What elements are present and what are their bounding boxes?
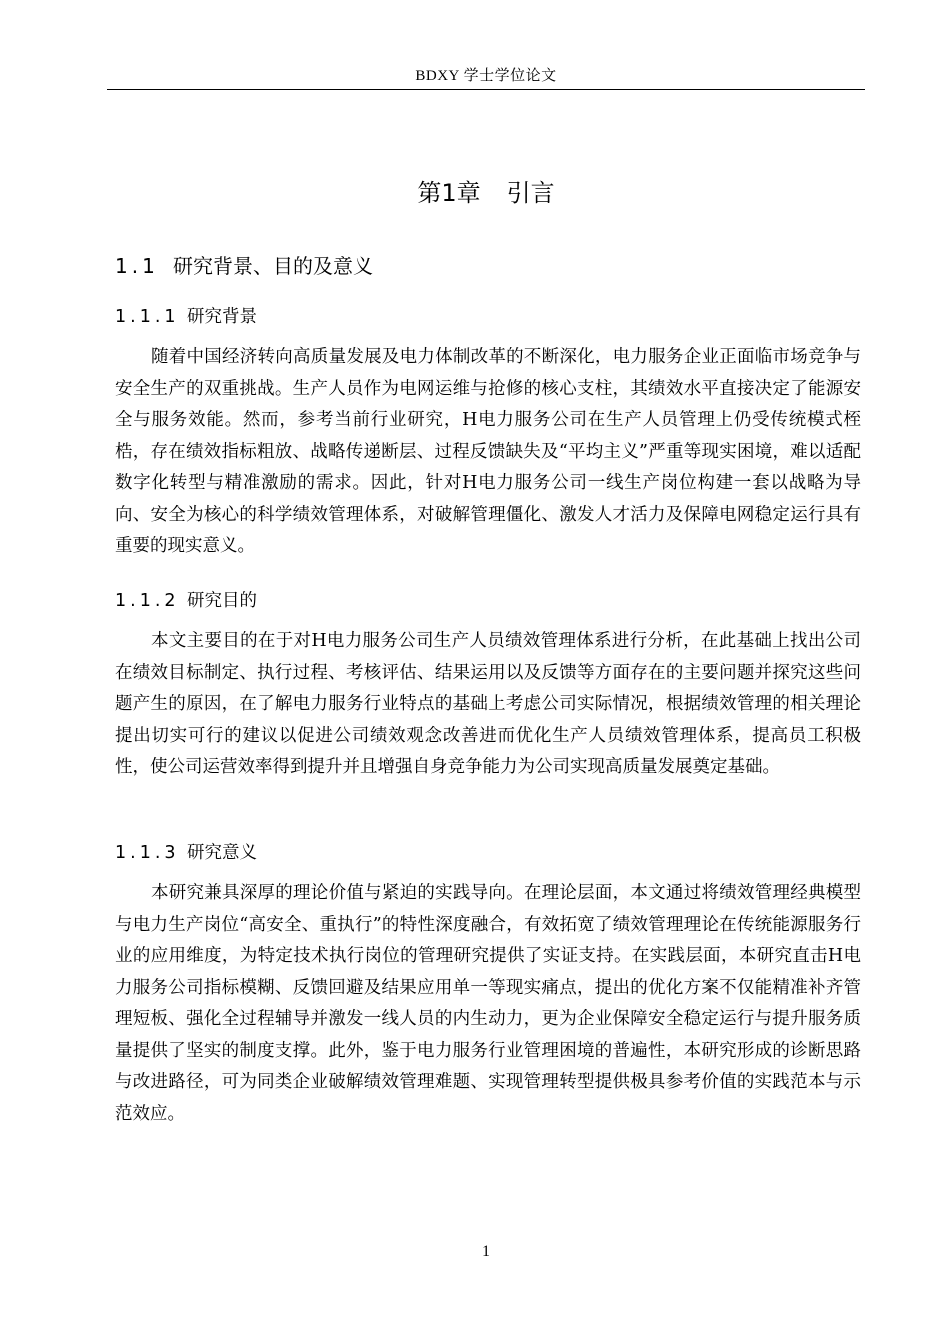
subsection-number: 1.1.2 [115,591,180,611]
section-heading-1-1 [115,251,373,281]
header-rule [107,89,865,90]
paragraph-purpose: 本文主要目的在于对H电力服务公司生产人员绩效管理体系进行分析，在此基础上找出公司在绩效目标制定、执行过程、考核评估、结果运用以及反馈等方面存在的主要问题并探究这些问题产生的原因，在了解电力服务行业特点的基础上考虑公司实际情况，根据绩效管理的相关理论提出切实可行的建议以促进公司绩效观念改善进而优化生产人员绩效管理体系，提高员工积极性，使公司运营效率得到提升并且增强自身竞争能力为公司实现高质量发展奠定基础。 [115,631,861,777]
subsection-title: 研究背景 [187,307,257,327]
section-number: 1.1 [115,254,159,278]
subsection-title: 研究意义 [187,843,257,863]
paragraph-significance: 本研究兼具深厚的理论价值与紧迫的实践导向。在理论层面，本文通过将绩效管理经典模型与电力生产岗位“高安全、重执行”的特性深度融合，有效拓宽了绩效管理理论在传统能源服务行业的应用维度，为特定技术执行岗位的管理研究提供了实证支持。在实践层面，本研究直击H电力服务公司指标模糊、反馈回避及结果应用单一等现实痛点，提出的优化方案不仅能精准补齐管理短板、强化全过程辅导并激发一线人员的内生动力，更为企业保障安全稳定运行与提升服务质量提供了坚实的制度支撑。此外，鉴于电力服务行业管理困境的普遍性，本研究形成的诊断思路与改进路径，可为同类企业破解绩效管理难题、实现管理转型提供极具参考价值的实践范本与示范效应。 [115,883,861,1124]
chapter-title [107,175,865,211]
chapter-title-text: 引言 [506,179,555,207]
paragraph-background: 随着中国经济转向高质量发展及电力体制改革的不断深化，电力服务企业正面临市场竞争与安全生产的双重挑战。生产人员作为电网运维与抢修的核心支柱，其绩效水平直接决定了能源安全与服务效能。然而，参考当前行业研究，H电力服务公司在生产人员管理上仍受传统模式桎梏，存在绩效指标粗放、战略传递断层、过程反馈缺失及“平均主义”严重等现实困境，难以适配数字化转型与精准激励的需求。因此，针对H电力服务公司一线生产岗位构建一套以战略为导向、安全为核心的科学绩效管理体系，对破解管理僵化、激发人才活力及保障电网稳定运行具有重要的现实意义。 [115,347,861,556]
running-header: BDXY 学士学位论文 [415,68,557,84]
section-title: 研究背景、目的及意义 [173,254,373,278]
page-number: 1 [482,1243,490,1260]
subsection-number: 1.1.1 [115,307,180,327]
chapter-number: 第1章 [417,179,481,207]
subsection-heading-1-1-3 [115,839,257,867]
subsection-heading-1-1-2 [115,587,257,615]
subsection-heading-1-1-1 [115,303,257,331]
subsection-title: 研究目的 [187,591,257,611]
subsection-number: 1.1.3 [115,843,180,863]
